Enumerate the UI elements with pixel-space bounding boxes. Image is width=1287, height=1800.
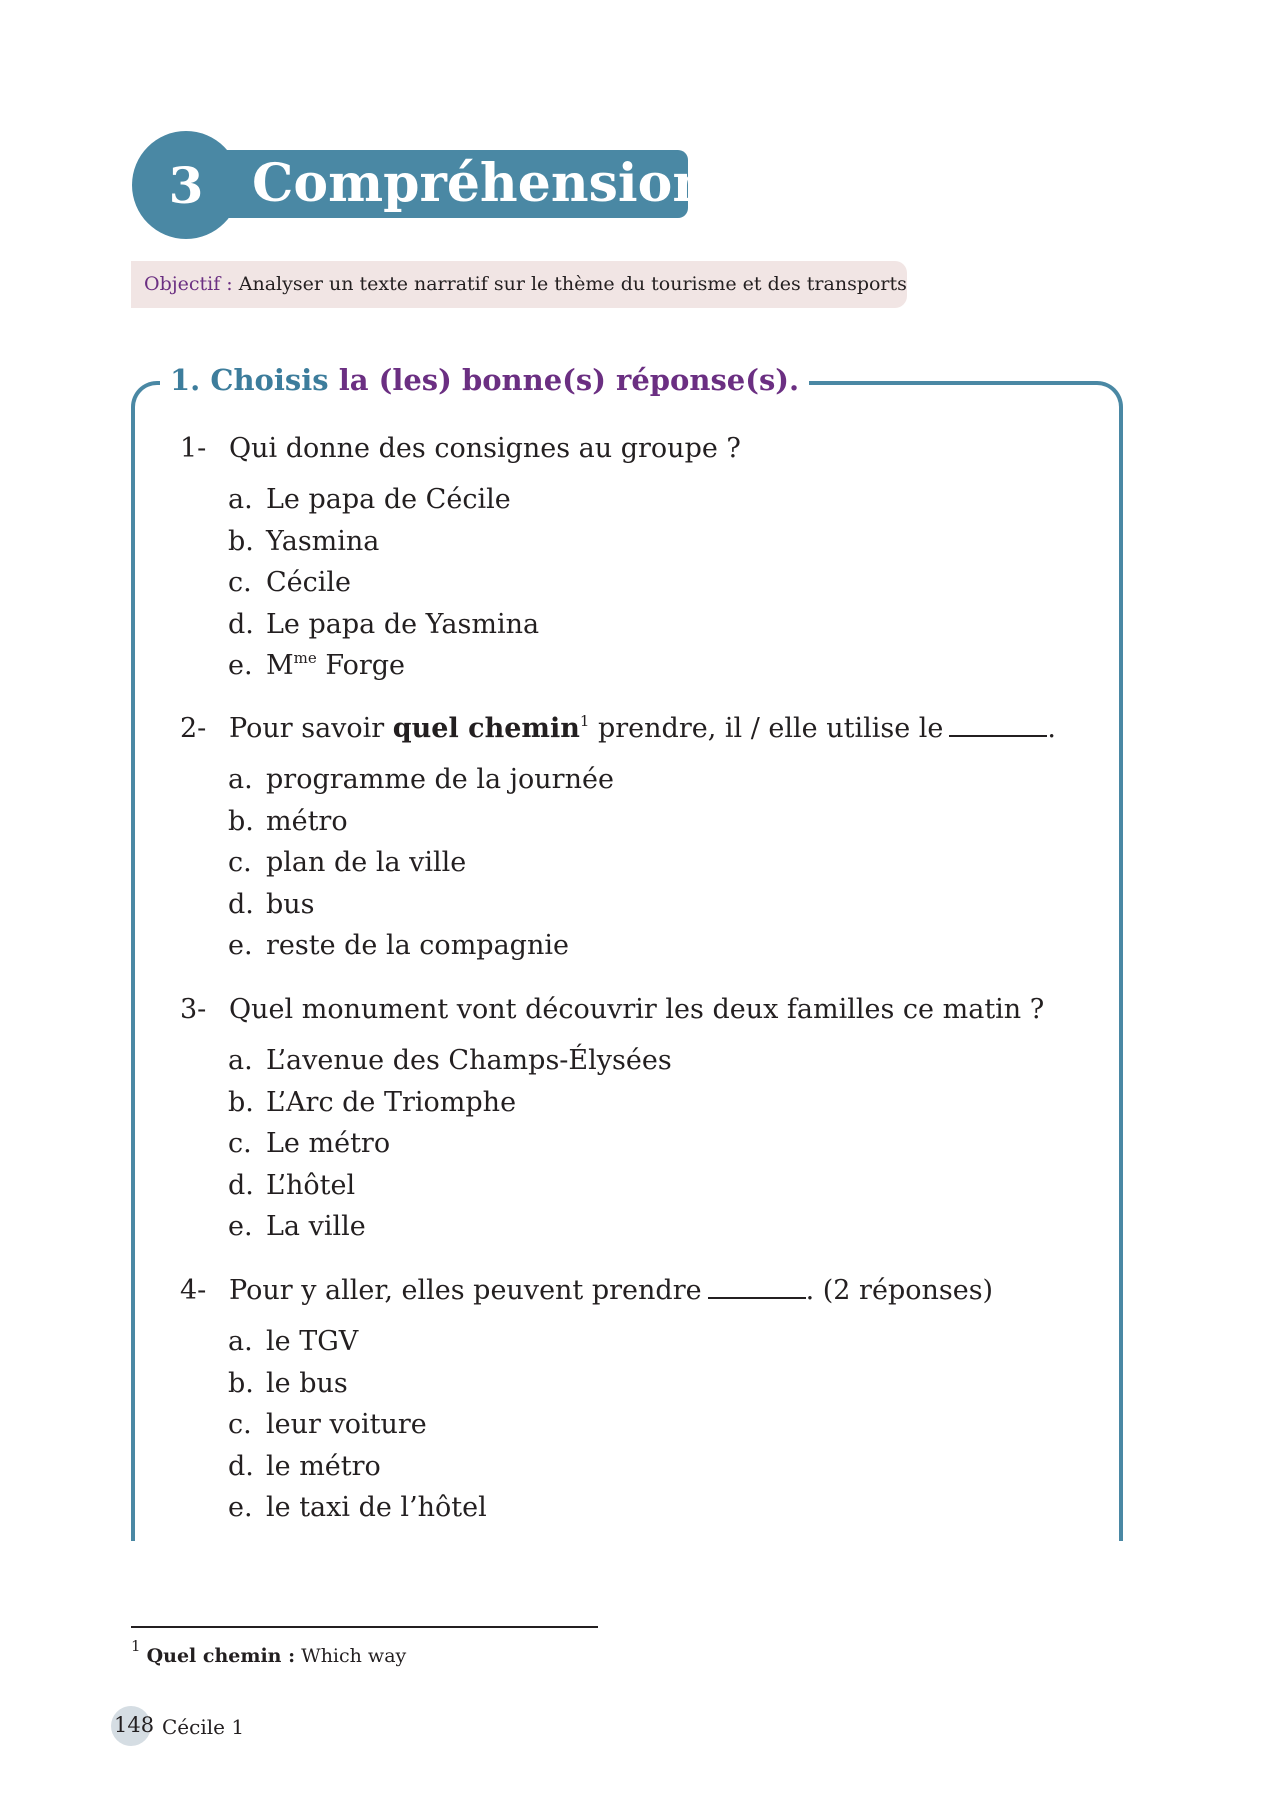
option[interactable]: c. plan de la ville [228,847,467,878]
question-number: 4- [180,1275,207,1306]
page-number: 148 [114,1713,155,1737]
footnote-text: Which way [295,1645,407,1667]
footnote-number: 1 [131,1637,141,1655]
question-3 [180,994,1044,1025]
question-4: 4- Pour y aller, elles peuvent prendre . (2 réponses) [180,1275,994,1306]
exercise-heading [160,358,809,402]
option[interactable]: e. reste de la compagnie [228,930,569,961]
question-1-options [228,479,539,687]
book-title: Cécile 1 [162,1715,245,1739]
question-text: Quel monument vont découvrir les deux familles ce matin ? [229,994,1045,1025]
chapter-title: Compréhension [252,153,711,214]
question-text: Qui donne des consignes au groupe ? [229,433,741,464]
question-2: 2- Pour savoir quel chemin$^1$ prendre, il / elle utilise le . [180,712,1056,744]
option[interactable]: b. L’Arc de Triomphe [228,1086,517,1118]
option[interactable]: c. Cécile [228,567,352,598]
footnote [131,1637,407,1667]
answer-blank[interactable] [949,715,1047,737]
footnote-ref[interactable]: 1 [579,712,590,730]
option[interactable]: e. La ville [228,1211,366,1242]
question-4-options [228,1321,487,1529]
question-number: 2- [180,713,207,744]
footnote-divider [131,1626,598,1628]
chapter-number: 3 [132,131,240,239]
exercise-instruction: la (les) bonne(s) réponse(s). [338,363,800,397]
option[interactable]: d. bus [228,888,315,920]
objective-text: Analyser un texte narratif sur le thème du tourisme et des transports [238,273,907,295]
question-2-options [228,759,614,967]
option[interactable]: a. L’avenue des Champs-Élysées [228,1045,672,1076]
option[interactable]: b. le bus [228,1367,348,1399]
question-3-options [228,1040,672,1248]
objective-box [131,261,907,308]
option[interactable]: e. le taxi de l’hôtel [228,1492,487,1523]
question-number: 3- [180,994,207,1025]
question-number: 1- [180,433,207,464]
option[interactable]: d. L’hôtel [228,1169,356,1201]
option[interactable]: b. métro [228,805,348,837]
question-keyword: quel chemin [392,713,580,744]
option[interactable]: c. leur voiture [228,1409,427,1440]
question-1 [180,433,741,464]
option[interactable]: d. Le papa de Yasmina [228,608,540,640]
answer-blank[interactable] [708,1277,806,1299]
footnote-term: Quel chemin : [146,1645,296,1667]
option[interactable]: a. Le papa de Cécile [228,484,511,515]
option[interactable]: a. programme de la journée [228,764,614,795]
option[interactable]: d. le métro [228,1450,381,1482]
option[interactable]: e. $M^{me}$ Forge [228,649,406,681]
exercise-verb: Choisis [210,363,329,397]
option[interactable]: a. le TGV [228,1326,359,1357]
option[interactable]: b. Yasmina [228,525,380,557]
option[interactable]: c. Le métro [228,1128,391,1159]
objective-label: Objectif : [144,273,233,295]
exercise-number: 1. [170,363,201,397]
